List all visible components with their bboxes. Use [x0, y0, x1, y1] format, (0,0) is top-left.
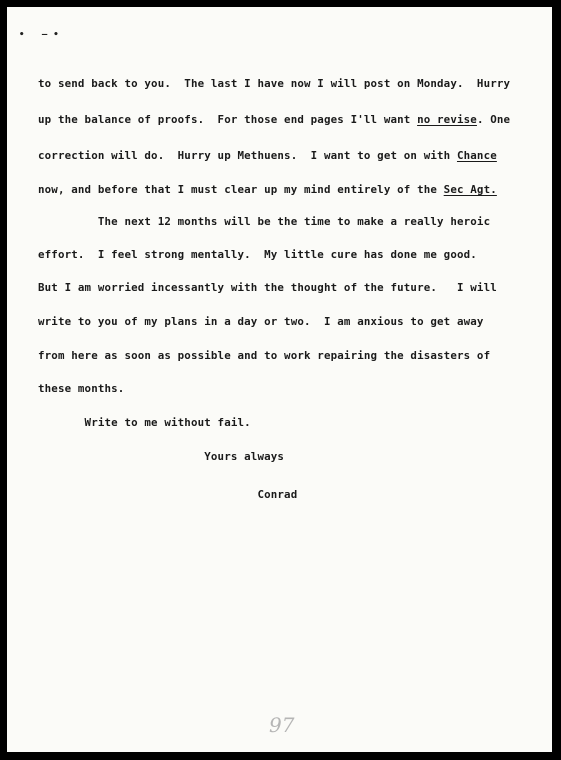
letter-line [38, 149, 497, 162]
letter-line [38, 315, 484, 328]
letter-line [38, 416, 251, 429]
letter-line [38, 113, 510, 126]
page-number: 97 [269, 713, 295, 737]
corner-mark: • –• [19, 30, 65, 40]
line-text: The next 12 months will be the time to make a really heroic [38, 215, 491, 228]
line-text: these months. [38, 382, 125, 395]
line-text: correction will do. Hurry up Methuens. I want to get on with [38, 149, 457, 162]
line-text: write to you of my plans in a day or two. I am anxious to get away [38, 315, 484, 328]
letter-line [38, 450, 284, 463]
letter-line [38, 281, 497, 294]
letter-line [38, 248, 477, 261]
letter-line [38, 77, 510, 90]
letter-line [38, 183, 497, 196]
line-text: now, and before that I must clear up my mind entirely of the [38, 183, 444, 196]
line-text: Conrad [38, 488, 298, 501]
underlined-text: Sec Agt. [443, 183, 497, 196]
underlined-text: no revise [417, 113, 477, 126]
underlined-text: Chance [456, 149, 497, 162]
line-text: Write to me without fail. [38, 416, 251, 429]
line-text: effort. I feel strong mentally. My little cure has done me good. [38, 248, 477, 261]
letter-line [38, 349, 490, 362]
document-page [7, 7, 552, 752]
line-text: from here as soon as possible and to work repairing the disasters of [38, 349, 491, 362]
line-text: . One [476, 113, 511, 126]
line-text: up the balance of proofs. For those end pages I'll want [38, 113, 418, 126]
letter-line [38, 488, 297, 501]
letter-line [38, 215, 490, 228]
letter-line [38, 382, 124, 395]
line-text: Yours always [38, 450, 285, 463]
line-text: But I am worried incessantly with the thought of the future. I will [38, 281, 497, 294]
line-text: to send back to you. The last I have now I will post on Monday. Hurry [38, 77, 511, 90]
